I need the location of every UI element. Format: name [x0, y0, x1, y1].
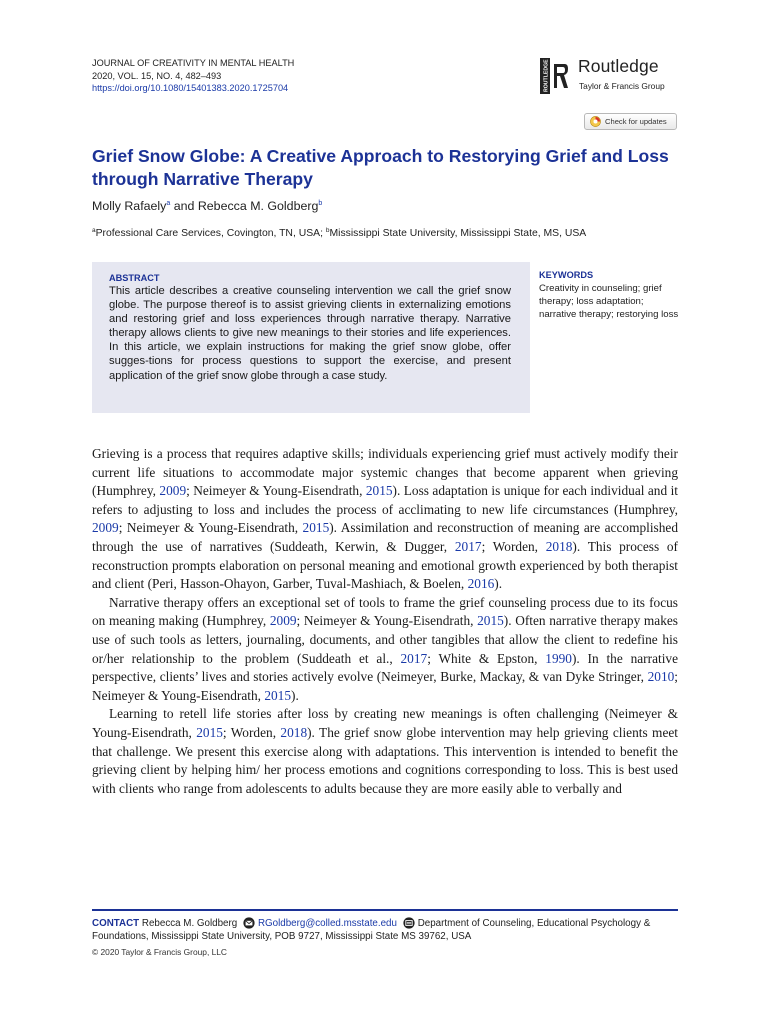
citation-link[interactable]: 2018	[280, 724, 308, 740]
article-body	[92, 445, 678, 798]
text-run: ). The grief snow globe intervention may help grieving clients meet that challenge. We present this exercise along with adaptations. This intervention is intended to benefit the grieving client by helping him/ her process emotions and cognitions corresponding to loss. This is best used with clients who range from adolescents to adults because they are more easily able to verbally and	[92, 724, 678, 796]
check-for-updates-button[interactable]	[584, 113, 677, 130]
text-run: Grieving is a process that requires adaptive skills; individuals experiencing grief must actively modify their current life situations to accommodate major systemic changes that become apparent when grieving (Humphrey,	[92, 446, 678, 499]
body-paragraph	[92, 445, 678, 594]
affiliation-marker: a	[92, 227, 96, 234]
author-line	[92, 199, 322, 213]
contact-address: Department of Counseling, Educational Psychology & Foundations, Mississippi State University, POB 9727, Mississippi State MS 39762, USA	[92, 918, 651, 943]
check-for-updates-label: Check for updates	[605, 117, 667, 126]
affiliation-a: Professional Care Services, Covington, TN, USA;	[95, 228, 326, 239]
publisher-vertical-mark: ROUTLEDGE	[543, 59, 550, 92]
address-icon	[402, 917, 416, 929]
journal-name: JOURNAL OF CREATIVITY IN MENTAL HEALTH	[92, 58, 295, 68]
affiliation-b: Mississippi State University, Mississippi State, MS, USA	[329, 228, 587, 239]
author-name: Rebecca M. Goldberg	[197, 199, 319, 213]
abstract-heading: ABSTRACT	[109, 273, 160, 283]
publisher-logo	[540, 56, 680, 100]
envelope-icon	[242, 917, 256, 929]
copyright-notice: © 2020 Taylor & Francis Group, LLC	[92, 947, 227, 957]
keywords-text: Creativity in counseling; grief therapy; loss adaptation; narrative therapy; restorying loss	[539, 283, 679, 320]
citation-link[interactable]: 2015	[477, 613, 504, 629]
text-run: ; White & Epston,	[427, 650, 546, 666]
abstract-box	[92, 262, 530, 413]
contact-label: CONTACT	[92, 918, 140, 929]
routledge-logo-icon	[540, 58, 568, 94]
citation-link[interactable]: 2018	[545, 538, 573, 554]
text-run: ; Neimeyer & Young-Eisendrath,	[296, 613, 478, 629]
journal-header	[92, 57, 294, 95]
text-run: ). This process of reconstruction prompts elaboration on personal meaning and emotional growth experienced by both therapist and client (Peri, Hasson-Ohayon, Garber, Tuval-Mashiach, & Boelen,	[92, 538, 678, 592]
body-paragraph	[92, 705, 678, 798]
citation-link[interactable]: 2009	[159, 483, 187, 499]
citation-link[interactable]: 2016	[467, 576, 495, 592]
text-run: ; Neimeyer & Young-Eisendrath,	[92, 669, 678, 703]
journal-volume: 2020, VOL. 15, NO. 4, 482–493	[92, 70, 222, 81]
doi-link[interactable]: https://doi.org/10.1080/15401383.2020.1725704	[92, 83, 289, 93]
citation-link[interactable]: 2010	[647, 669, 675, 685]
text-run: ; Neimeyer & Young-Eisendrath,	[118, 520, 303, 536]
footer-divider	[92, 909, 678, 911]
citation-link[interactable]: 2017	[400, 650, 428, 666]
citation-link[interactable]: 2015	[302, 520, 330, 536]
citation-link[interactable]: 2015	[365, 483, 393, 499]
text-run: ; Worden,	[481, 538, 546, 554]
text-run: ). Often narrative therapy makes use of such tools as letters, journaling, documents, and other tangibles that allow the client to redefine his or/her relationship to the problem (Suddeath et al.,	[92, 613, 678, 666]
citation-link[interactable]: 1990	[545, 650, 572, 666]
text-run: ).	[291, 687, 299, 703]
author-affiliation-marker[interactable]: b	[318, 200, 323, 207]
contact-info	[92, 917, 678, 944]
citation-link[interactable]: 2009	[269, 613, 297, 629]
check-updates-icon	[590, 116, 601, 127]
text-run: ). In the narrative perspective, clients’ lives and stories actively evolve (Neimeyer, Burke, Mackay, & van Dyke Stringer,	[92, 650, 678, 685]
author-separator: and	[170, 199, 198, 213]
text-run: ).	[494, 576, 503, 592]
citation-link[interactable]: 2015	[196, 724, 223, 740]
affiliations	[92, 227, 586, 239]
affiliation-marker: b	[325, 227, 330, 234]
text-run: Narrative therapy offers an exceptional set of tools to frame the grief counseling process due to its focus on meaning making (Humphrey,	[92, 594, 678, 629]
contact-name: Rebecca M. Goldberg	[141, 918, 238, 929]
article-title: Grief Snow Globe: A Creative Approach to Restorying Grief and Loss through Narrative Therapy	[92, 146, 669, 189]
body-paragraph	[92, 594, 678, 706]
text-run: ). Loss adaptation is unique for each individual and it refers to adjusting to loss and includes the process of acclimating to new life circumstances (Humphrey,	[92, 483, 678, 517]
text-run: Learning to retell life stories after loss by creating new meanings is often challenging (Neimeyer & Young-Eisendrath,	[92, 706, 678, 740]
text-run: ; Worden,	[222, 724, 281, 740]
publisher-subtitle: Taylor & Francis Group	[579, 81, 665, 91]
abstract-text: This article describes a creative counseling intervention we call the grief snow globe. The purpose thereof is to assist grieving clients in externalizing emotions and restoring grief and loss experiences through narrative therapy. Narrative therapy allows clients to give new meanings to their stories and life experiences. In this article, we explain instructions for making the grief snow globe, offer sugges-tions for process questions to support the exercise, and present application of the grief snow globe through a case study.	[109, 285, 511, 382]
contact-email-link[interactable]: RGoldberg@colled.msstate.edu	[257, 918, 397, 929]
text-run: ). Assimilation and reconstruction of meaning are accomplished through the use of narratives (Suddeath, Kerwin, & Dugger,	[92, 520, 678, 554]
author-affiliation-marker[interactable]: a	[166, 200, 171, 207]
author-name: Molly Rafaely	[92, 199, 167, 213]
citation-link[interactable]: 2017	[454, 538, 482, 554]
citation-link[interactable]: 2015	[264, 687, 292, 703]
publisher-name: Routledge	[578, 56, 659, 76]
keywords-heading: KEYWORDS	[539, 270, 594, 280]
text-run: ; Neimeyer & Young-Eisendrath,	[186, 483, 366, 499]
citation-link[interactable]: 2009	[92, 520, 119, 536]
